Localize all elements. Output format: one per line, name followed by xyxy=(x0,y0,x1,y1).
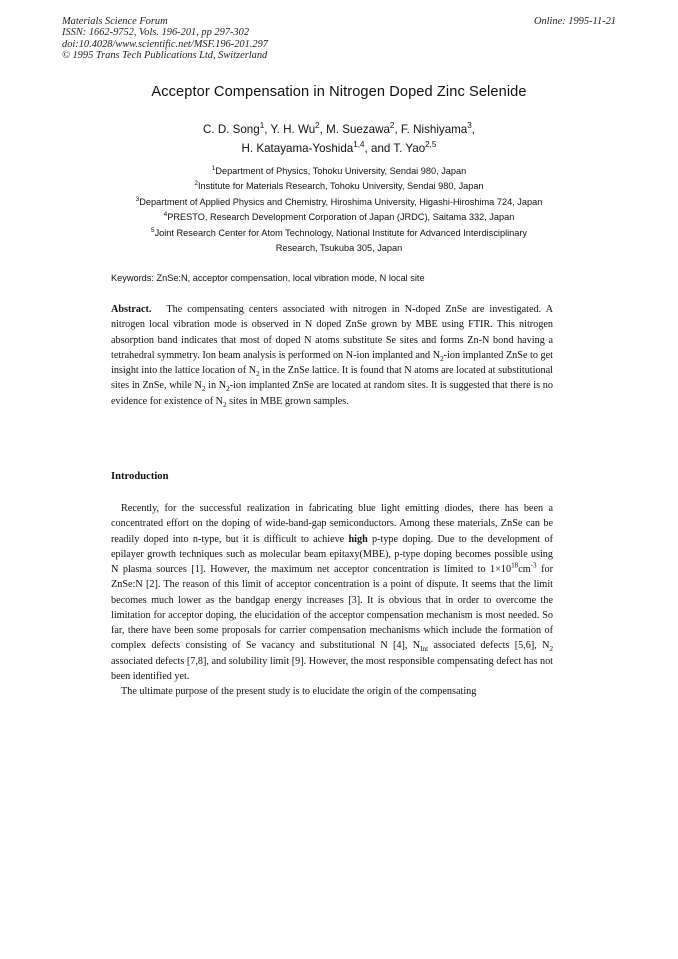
affiliation-1 xyxy=(62,164,616,179)
author-name: F. Nishiyama xyxy=(400,123,468,136)
author-conjunction: and xyxy=(371,142,391,155)
section-heading-introduction: Introduction xyxy=(111,471,169,482)
affil-number: 1 xyxy=(211,164,216,172)
author-name: H. Katayama-Yoshida xyxy=(241,142,354,155)
subscript: 2 xyxy=(226,385,230,394)
affil-text: Joint Research Center for Atom Technology, National Institute for Advanced Interdisciplinary xyxy=(154,227,528,238)
doi-line[interactable]: doi:10.4028/www.scientific.net/MSF.196-201.297 xyxy=(62,38,268,50)
affil-text: Department of Physics, Tohoku University, Sendai 980, Japan xyxy=(215,166,467,176)
author-affil-mark: 1,4 xyxy=(353,140,365,150)
affil-text: Department of Applied Physics and Chemistry, Hiroshima University, Higashi-Hiroshima 724, Japan xyxy=(139,196,543,207)
author-affil-mark: 2 xyxy=(315,121,320,131)
author-name: T. Yao xyxy=(393,142,426,155)
author-list xyxy=(62,120,616,158)
author-line-1: C. D. Song$^1$, Y. H. Wu$^2$, M. Suezawa$^2$, F. Nishiyama$^3$, xyxy=(203,121,475,136)
intro-paragraph-1 xyxy=(111,501,553,684)
abstract xyxy=(111,302,553,409)
journal-header xyxy=(62,16,616,62)
keywords-label: Keywords: xyxy=(111,273,154,283)
intro-text-bold: high xyxy=(348,533,368,545)
affil-number: 5 xyxy=(150,226,155,234)
affiliation-list xyxy=(62,164,616,256)
affil-number: 2 xyxy=(194,180,198,188)
intro-paragraph-2: The ultimate purpose of the present study is to elucidate the origin of the compensating xyxy=(121,686,477,697)
subscript: Int xyxy=(420,645,429,654)
author-name: Y. H. Wu xyxy=(270,123,316,136)
intro-text: Recently, for the successful realization in fabricating blue light emitting diodes, there has been a concentrated effort on the doping of wide-band-gap semiconductors. Among these materials, ZnSe can be readily doped into n-type, but it is difficult to achieve xyxy=(111,503,553,545)
affil-text: PRESTO, Research Development Corporation of Japan (JRDC), Saitama 332, Japan xyxy=(167,212,515,223)
abstract-text: in N xyxy=(205,380,227,392)
affil-number: 3 xyxy=(135,195,140,203)
intro-text: associated defects [7,8], and solubility limit [9]. However, the most responsible compensating defect has not been identified yet. xyxy=(111,655,553,682)
keywords xyxy=(111,273,616,283)
author-affil-mark: 3 xyxy=(467,121,472,131)
paper-title: Acceptor Compensation in Nitrogen Doped Zinc Selenide xyxy=(151,84,527,100)
subscript: 2 xyxy=(201,385,206,394)
intro-text: p-type doping. Due to the development of epilayer growth techniques such as molecular beam epitaxy(MBE), p-type doping becomes possible using N plasma sources [1]. However, the maximum net acceptor concentration is limited to 1×10 xyxy=(111,533,553,575)
introduction-body xyxy=(111,501,553,699)
affiliation-3 xyxy=(62,195,616,210)
author-affil-mark: 2,5 xyxy=(425,140,437,150)
author-line-2: H. Katayama-Yoshida$^{1,4}$, and T. Yao$^{2,5}$ xyxy=(241,140,437,155)
subscript: 2 xyxy=(223,400,227,409)
abstract-text: -ion implanted ZnSe to get insight into the lattice location of N xyxy=(111,349,554,377)
intro-text: for ZnSe:N [2]. The reason of this limit of acceptor concentration is a point of dispute. It seems that the limit becomes much lower as the bandgap energy increases [3]. It is obvious that in order to overcome the limitation for acceptor doping, the elucidation of the acceptor compensation mechanism is most needed. So far, there have been some proposals for carrier compensation mechanisms which include the formation of complex defects consisting of Se vacancy and substitutional N [4], N xyxy=(111,564,553,652)
online-date: Online: 1995-11-21 xyxy=(533,16,616,27)
author-affil-mark: 2 xyxy=(389,121,395,131)
intro-text: associated defects [5,6], N xyxy=(428,640,550,652)
author-affil-mark: 1 xyxy=(259,121,265,131)
intro-text: cm xyxy=(518,564,531,575)
abstract-label: Abstract. xyxy=(111,304,152,315)
affiliation-5-cont: Research, Tsukuba 305, Japan xyxy=(275,243,403,254)
abstract-text: -ion implanted ZnSe are located at random sites. It is suggested that there is no evidence for existence of N xyxy=(111,380,553,407)
subscript: 2 xyxy=(256,370,260,379)
subscript: 2 xyxy=(440,354,444,363)
subscript: 2 xyxy=(549,645,553,654)
abstract-text: The compensating centers associated with nitrogen in N-doped ZnSe are investigated. A nitrogen local vibration mode is observed in N doped ZnSe grown by MBE using FTIR. This nitrogen absorption band indicates that most of doped N atoms substitute Se sites and forms Zn-N bond having a tetrahedral symmetry. Ion beam analysis is performed on N-ion implanted and N xyxy=(111,304,553,361)
journal-name: Materials Science Forum xyxy=(62,16,168,27)
abstract-text: in the ZnSe lattice. It is found that N atoms are located at substitutional sites in ZnSe, while N xyxy=(111,365,554,392)
affiliation-5 xyxy=(62,226,616,241)
copyright-line: © 1995 Trans Tech Publications Ltd, Switzerland xyxy=(62,50,268,62)
abstract-text: sites in MBE grown samples. xyxy=(226,395,349,407)
superscript: 18 xyxy=(511,561,519,570)
affiliation-2 xyxy=(62,179,616,194)
author-name: M. Suezawa xyxy=(326,123,390,136)
author-name: C. D. Song xyxy=(203,123,260,136)
keywords-text: ZnSe:N, acceptor compensation, local vibration mode, N local site xyxy=(156,273,425,283)
issn-line: ISSN: 1662-9752, Vols. 196-201, pp 297-302 xyxy=(62,27,250,39)
affiliation-4 xyxy=(62,210,616,225)
superscript: -3 xyxy=(530,561,537,570)
affil-number: 4 xyxy=(163,211,168,219)
affil-text: Institute for Materials Research, Tohoku University, Sendai 980, Japan xyxy=(197,181,484,192)
